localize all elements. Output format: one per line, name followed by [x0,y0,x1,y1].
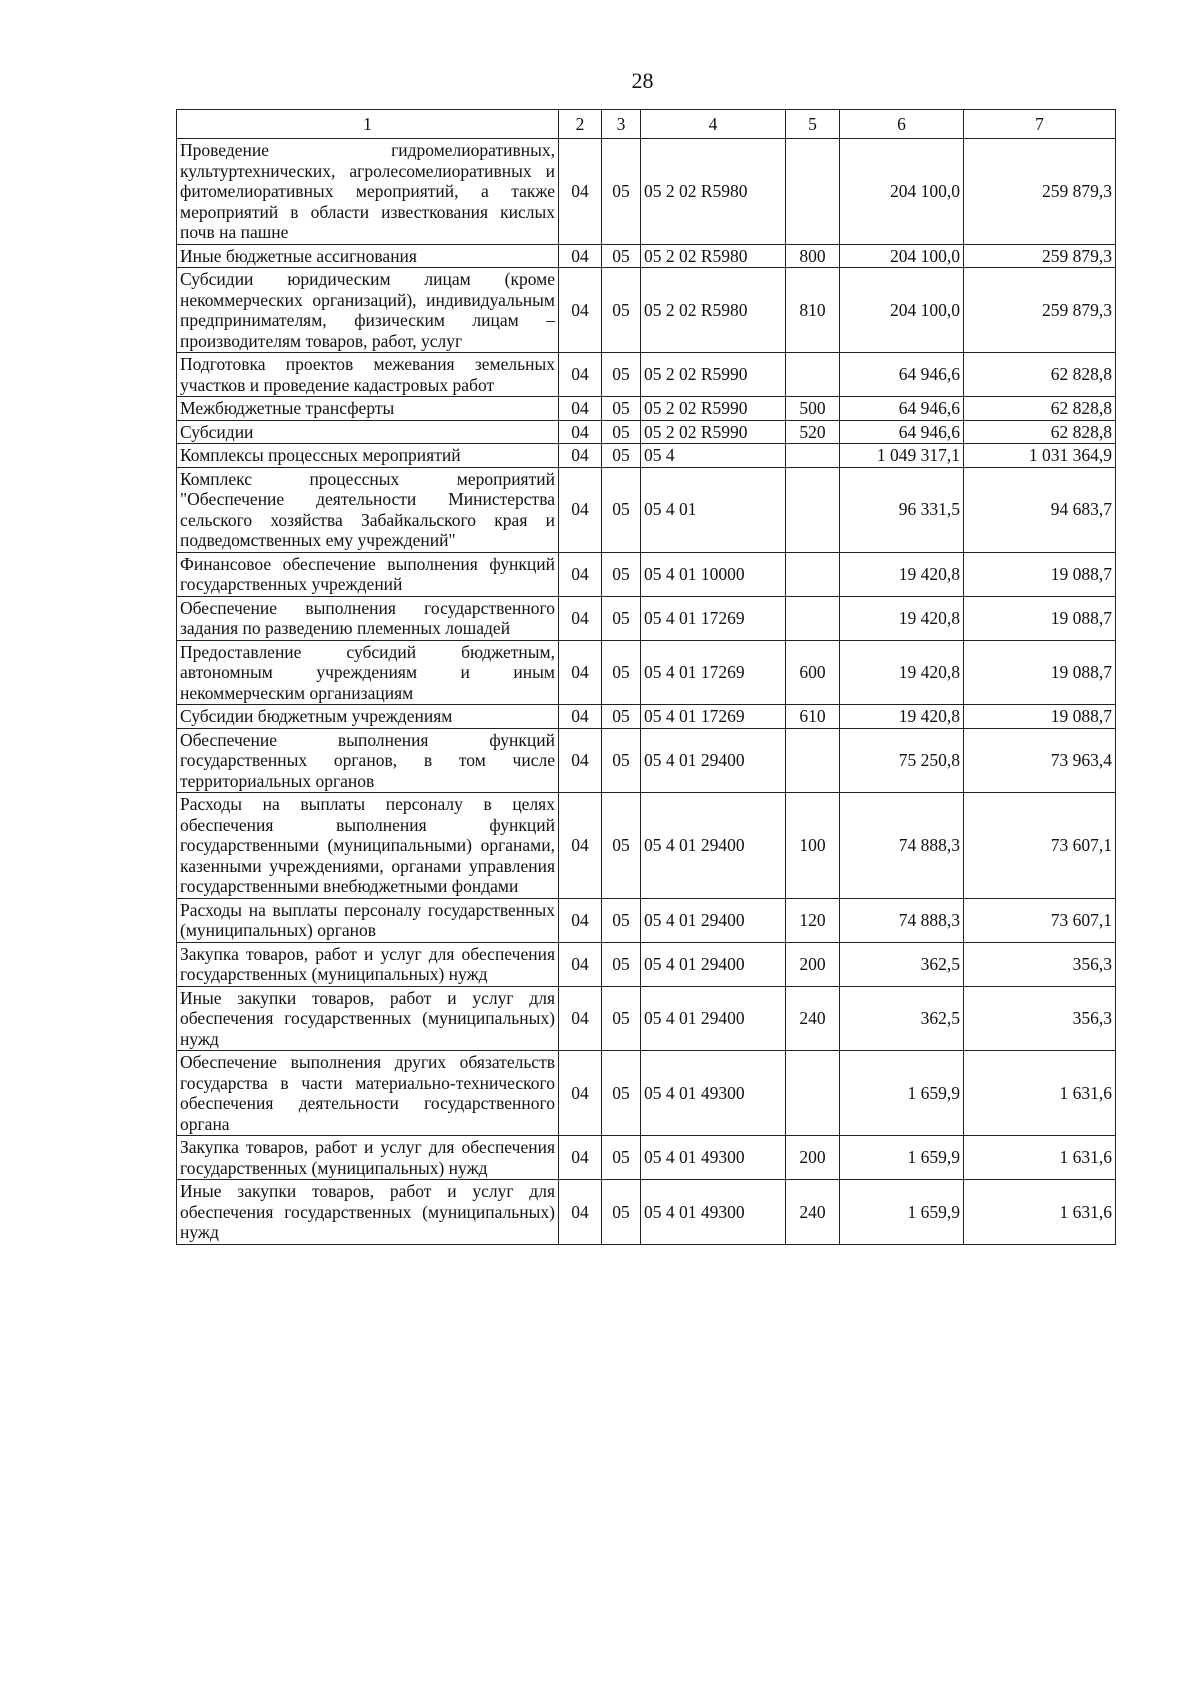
row-code-2: 04 [559,596,602,640]
row-name: Иные закупки товаров, работ и услуг для обеспечения государственных (муниципальных) нужд [177,986,559,1051]
row-code-2: 04 [559,640,602,705]
row-code-5 [786,139,840,245]
table-row [177,397,1116,421]
row-code-5: 240 [786,1180,840,1245]
row-code-2: 04 [559,420,602,444]
row-code-2: 04 [559,1051,602,1136]
row-amount-6: 74 888,3 [840,898,964,942]
row-amount-6: 1 049 317,1 [840,444,964,468]
table-row [177,986,1116,1051]
column-header-6: 6 [840,110,964,139]
row-code-3: 05 [602,244,641,268]
row-code-2: 04 [559,898,602,942]
row-code-4: 05 2 02 R5990 [641,420,786,444]
row-amount-7: 356,3 [964,942,1116,986]
row-amount-6: 204 100,0 [840,268,964,353]
row-code-2: 04 [559,793,602,899]
row-name: Субсидии [177,420,559,444]
row-amount-7: 62 828,8 [964,420,1116,444]
row-code-3: 05 [602,552,641,596]
row-code-3: 05 [602,268,641,353]
table-row [177,420,1116,444]
row-code-4: 05 2 02 R5980 [641,268,786,353]
row-amount-6: 75 250,8 [840,728,964,793]
row-amount-6: 362,5 [840,986,964,1051]
row-code-4: 05 4 01 17269 [641,640,786,705]
row-name: Иные закупки товаров, работ и услуг для обеспечения государственных (муниципальных) нужд [177,1180,559,1245]
row-amount-7: 73 607,1 [964,793,1116,899]
column-header-7: 7 [964,110,1116,139]
row-code-2: 04 [559,705,602,729]
row-code-4: 05 4 01 29400 [641,728,786,793]
row-amount-7: 73 963,4 [964,728,1116,793]
table-row [177,898,1116,942]
row-code-3: 05 [602,942,641,986]
table-row [177,640,1116,705]
row-amount-6: 19 420,8 [840,705,964,729]
row-name: Обеспечение выполнения функций государственных органов, в том числе территориальных органов [177,728,559,793]
row-code-3: 05 [602,898,641,942]
row-code-4: 05 4 01 29400 [641,793,786,899]
row-code-2: 04 [559,353,602,397]
table-row [177,1051,1116,1136]
row-code-3: 05 [602,986,641,1051]
row-code-5 [786,444,840,468]
row-code-3: 05 [602,640,641,705]
row-code-4: 05 4 01 29400 [641,942,786,986]
row-amount-6: 74 888,3 [840,793,964,899]
row-code-4: 05 4 01 17269 [641,596,786,640]
row-code-3: 05 [602,596,641,640]
row-amount-6: 1 659,9 [840,1051,964,1136]
row-amount-7: 19 088,7 [964,596,1116,640]
table-row [177,1180,1116,1245]
row-code-4: 05 4 [641,444,786,468]
row-name: Межбюджетные трансферты [177,397,559,421]
table-row [177,552,1116,596]
row-amount-7: 19 088,7 [964,640,1116,705]
row-code-4: 05 4 01 10000 [641,552,786,596]
row-code-4: 05 2 02 R5990 [641,353,786,397]
row-amount-6: 204 100,0 [840,139,964,245]
row-code-2: 04 [559,1136,602,1180]
row-amount-6: 19 420,8 [840,552,964,596]
row-name: Закупка товаров, работ и услуг для обеспечения государственных (муниципальных) нужд [177,942,559,986]
row-name: Субсидии бюджетным учреждениям [177,705,559,729]
row-code-2: 04 [559,268,602,353]
table-row [177,353,1116,397]
table-row [177,793,1116,899]
row-code-2: 04 [559,467,602,552]
row-code-4: 05 4 01 29400 [641,986,786,1051]
row-amount-6: 19 420,8 [840,596,964,640]
row-code-4: 05 4 01 49300 [641,1180,786,1245]
row-code-3: 05 [602,353,641,397]
row-code-5 [786,596,840,640]
row-amount-7: 94 683,7 [964,467,1116,552]
row-amount-7: 1 631,6 [964,1051,1116,1136]
row-amount-7: 19 088,7 [964,705,1116,729]
row-amount-7: 259 879,3 [964,139,1116,245]
row-amount-6: 64 946,6 [840,397,964,421]
row-code-5 [786,552,840,596]
row-code-3: 05 [602,397,641,421]
row-name: Комплекс процессных мероприятий "Обеспечение деятельности Министерства сельского хозяйства Забайкальского края и подведомственных ему учреждений" [177,467,559,552]
row-code-5 [786,467,840,552]
table-row [177,1136,1116,1180]
column-header-4: 4 [641,110,786,139]
row-code-4: 05 4 01 17269 [641,705,786,729]
row-amount-6: 64 946,6 [840,353,964,397]
table-body [177,139,1116,1245]
row-name: Иные бюджетные ассигнования [177,244,559,268]
table-row [177,444,1116,468]
row-amount-6: 1 659,9 [840,1136,964,1180]
row-code-3: 05 [602,1051,641,1136]
row-amount-6: 362,5 [840,942,964,986]
row-name: Закупка товаров, работ и услуг для обеспечения государственных (муниципальных) нужд [177,1136,559,1180]
row-amount-7: 356,3 [964,986,1116,1051]
row-code-3: 05 [602,1180,641,1245]
row-code-4: 05 4 01 29400 [641,898,786,942]
row-code-5: 120 [786,898,840,942]
row-name: Проведение гидромелиоративных, культуртехнических, агролесомелиоративных и фитомелиоративных мероприятий, а также мероприятий в области известкования кислых почв на пашне [177,139,559,245]
row-code-5: 610 [786,705,840,729]
row-name: Субсидии юридическим лицам (кроме некоммерческих организаций), индивидуальным предпринимателям, физическим лицам – производителям товаров, работ, услуг [177,268,559,353]
table-row [177,728,1116,793]
row-code-2: 04 [559,139,602,245]
row-code-2: 04 [559,986,602,1051]
row-amount-7: 1 631,6 [964,1136,1116,1180]
row-code-4: 05 2 02 R5990 [641,397,786,421]
table-row [177,467,1116,552]
table-row [177,942,1116,986]
row-code-5: 240 [786,986,840,1051]
row-code-5: 600 [786,640,840,705]
column-header-1: 1 [177,110,559,139]
row-code-4: 05 2 02 R5980 [641,244,786,268]
row-code-2: 04 [559,397,602,421]
row-name: Расходы на выплаты персоналу государственных (муниципальных) органов [177,898,559,942]
table-row [177,596,1116,640]
row-name: Предоставление субсидий бюджетным, автономным учреждениям и иным некоммерческим организациям [177,640,559,705]
row-code-3: 05 [602,444,641,468]
row-name: Обеспечение выполнения других обязательств государства в части материально-технического обеспечения деятельности государственного органа [177,1051,559,1136]
row-code-3: 05 [602,705,641,729]
row-code-5: 800 [786,244,840,268]
row-code-4: 05 4 01 49300 [641,1051,786,1136]
row-name: Финансовое обеспечение выполнения функций государственных учреждений [177,552,559,596]
row-name: Подготовка проектов межевания земельных участков и проведение кадастровых работ [177,353,559,397]
row-name: Комплексы процессных мероприятий [177,444,559,468]
row-code-5: 810 [786,268,840,353]
row-amount-7: 259 879,3 [964,244,1116,268]
row-code-3: 05 [602,139,641,245]
row-code-3: 05 [602,1136,641,1180]
page-number: 28 [631,68,654,93]
row-code-2: 04 [559,244,602,268]
row-amount-7: 19 088,7 [964,552,1116,596]
row-code-5 [786,1051,840,1136]
row-code-5: 200 [786,1136,840,1180]
row-code-5 [786,728,840,793]
row-code-2: 04 [559,942,602,986]
column-header-2: 2 [559,110,602,139]
row-amount-6: 96 331,5 [840,467,964,552]
table-header [177,110,1116,139]
table-row [177,244,1116,268]
row-code-2: 04 [559,728,602,793]
row-amount-6: 64 946,6 [840,420,964,444]
row-amount-6: 204 100,0 [840,244,964,268]
column-header-3: 3 [602,110,641,139]
row-code-3: 05 [602,467,641,552]
row-code-5: 520 [786,420,840,444]
row-code-2: 04 [559,1180,602,1245]
row-code-4: 05 4 01 49300 [641,1136,786,1180]
row-amount-7: 62 828,8 [964,353,1116,397]
row-code-5: 100 [786,793,840,899]
row-code-3: 05 [602,420,641,444]
row-code-2: 04 [559,444,602,468]
row-name: Обеспечение выполнения государственного задания по разведению племенных лошадей [177,596,559,640]
row-amount-7: 62 828,8 [964,397,1116,421]
row-code-5: 500 [786,397,840,421]
column-header-5: 5 [786,110,840,139]
table-row [177,139,1116,245]
row-code-3: 05 [602,793,641,899]
header-row [177,110,1116,139]
row-code-2: 04 [559,552,602,596]
row-amount-7: 1 031 364,9 [964,444,1116,468]
table-row [177,705,1116,729]
row-amount-7: 259 879,3 [964,268,1116,353]
row-code-5: 200 [786,942,840,986]
row-amount-7: 73 607,1 [964,898,1116,942]
table-row [177,268,1116,353]
row-amount-6: 1 659,9 [840,1180,964,1245]
row-code-4: 05 4 01 [641,467,786,552]
row-code-3: 05 [602,728,641,793]
row-code-4: 05 2 02 R5980 [641,139,786,245]
budget-table [176,109,1116,1245]
row-amount-6: 19 420,8 [840,640,964,705]
row-name: Расходы на выплаты персоналу в целях обеспечения выполнения функций государственными (муниципальными) органами, казенными учреждениями, органами управления государственными внебюджетными фондами [177,793,559,899]
row-amount-7: 1 631,6 [964,1180,1116,1245]
row-code-5 [786,353,840,397]
